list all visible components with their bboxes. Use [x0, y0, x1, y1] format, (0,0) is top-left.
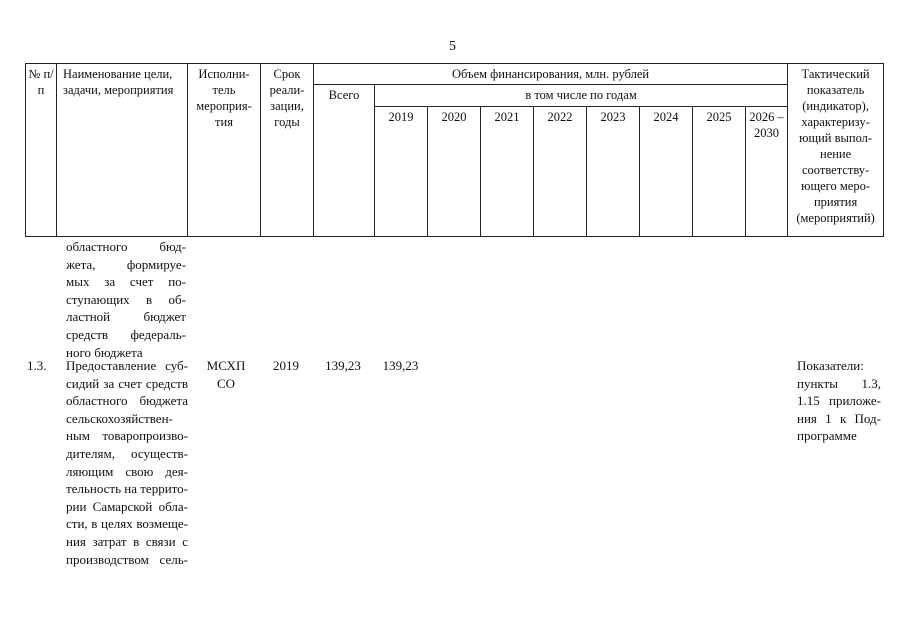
- row-number: 1.3.: [27, 358, 47, 373]
- indicator-line: пункты 1.3,: [797, 375, 881, 391]
- continuation-line: ного бюджета: [66, 344, 143, 360]
- header-year-2021: 2021: [481, 107, 534, 237]
- description-line: ния затрат в связи с: [66, 533, 188, 549]
- header-total: Всего: [314, 85, 375, 237]
- indicator-line: 1.15 приложе-: [797, 393, 881, 409]
- description-line: рии Самарской обла-: [66, 498, 188, 514]
- description-line: Предоставление суб-: [66, 358, 188, 373]
- description-line: сти, в целях возмеще-: [66, 516, 188, 532]
- continuation-line: жета, формируе-: [66, 256, 186, 272]
- indicator-line: Показатели:: [797, 358, 864, 373]
- row-indicator: [797, 357, 881, 445]
- description-line: тельность на террито-: [66, 481, 189, 497]
- header-year-2019: 2019: [375, 107, 428, 237]
- continuation-line: ластной бюджет: [66, 309, 186, 325]
- description-line: областного бюджета: [66, 393, 188, 409]
- table-header: [25, 63, 884, 237]
- row-2019-amount: 139,23: [382, 358, 419, 373]
- row-term: 2019: [273, 358, 299, 373]
- continuation-line: средств федераль-: [66, 326, 186, 342]
- header-name: Наименование цели, задачи, мероприятия: [57, 64, 188, 237]
- row-description: [66, 357, 188, 568]
- header-year-2022: 2022: [534, 107, 587, 237]
- header-executor: Исполни-тель мероприя-тия: [188, 64, 261, 237]
- header-term: Срок реали-зации, годы: [261, 64, 314, 237]
- executor-line: МСХП: [206, 358, 246, 373]
- row-total: 139,23: [325, 358, 361, 373]
- header-year-2025: 2025: [693, 107, 746, 237]
- description-line: ным товаропроизво-: [66, 428, 188, 444]
- indicator-line: ния 1 к Под-: [797, 410, 881, 426]
- header-year-2026-2030: 2026 – 2030: [746, 107, 788, 237]
- indicator-line: программе: [797, 428, 857, 444]
- continuation-line: областного бюд-: [66, 239, 186, 254]
- header-num: № п/п: [26, 64, 57, 237]
- executor-line: СО: [216, 375, 236, 391]
- page-number: 5: [449, 39, 456, 54]
- description-line: сидий за счет средств: [66, 375, 188, 391]
- description-line: производством сель-: [66, 551, 188, 567]
- row-executor: [198, 357, 254, 392]
- continuation-line: мых за счет по-: [66, 274, 186, 290]
- header-indicator: Тактический показатель (индикатор), характеризу-ющий выпол-нение соответству-ющего меро-приятия (мероприятий): [788, 64, 884, 237]
- description-line: дителям, осуществ-: [66, 445, 188, 461]
- continuation-line: ступающих в об-: [66, 291, 186, 307]
- header-year-2020: 2020: [428, 107, 481, 237]
- header-year-2023: 2023: [587, 107, 640, 237]
- continuation-text: [66, 238, 186, 361]
- description-line: сельскохозяйствен-: [66, 410, 173, 426]
- description-line: ляющим свою дея-: [66, 463, 188, 479]
- header-by-year: в том числе по годам: [375, 85, 788, 107]
- header-year-2024: 2024: [640, 107, 693, 237]
- header-financing: Объем финансирования, млн. рублей: [314, 64, 788, 85]
